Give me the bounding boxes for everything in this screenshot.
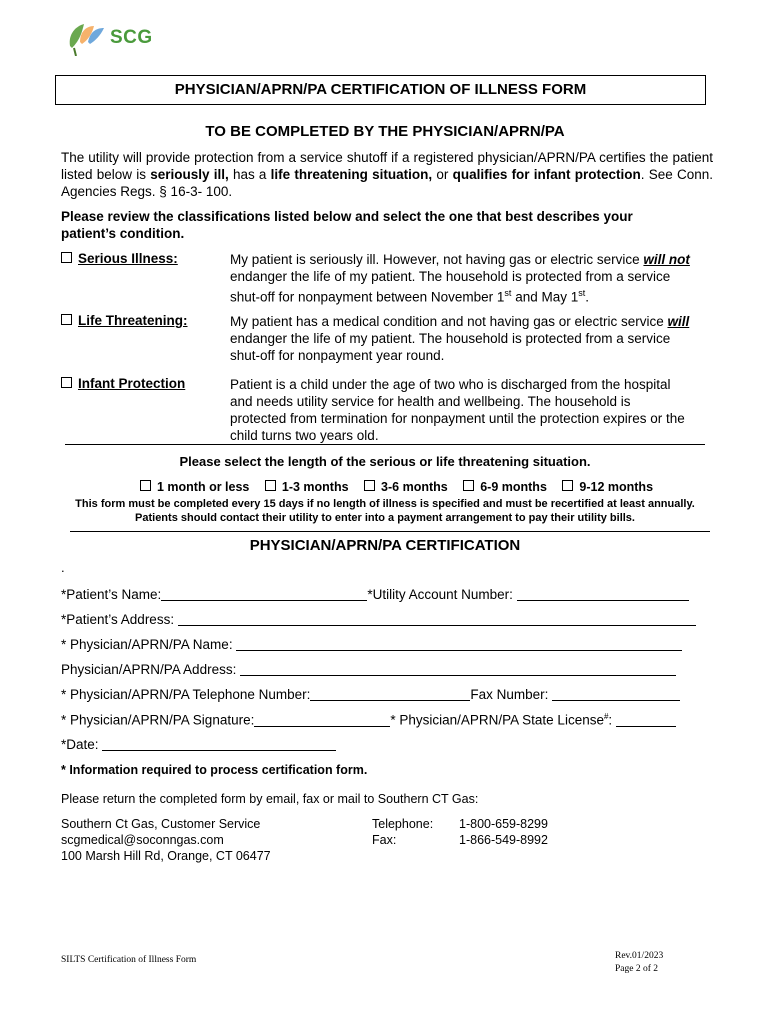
physician-address-label: Physician/APRN/PA Address: [61, 662, 237, 677]
checkbox[interactable] [265, 480, 276, 491]
date-row [61, 737, 336, 752]
telephone-number: 1-800-659-8299 [459, 817, 548, 831]
length-note-2: Patients should contact their utility to enter into a payment arrangement to pay their utility bills. [135, 512, 635, 524]
option-description [230, 313, 690, 364]
physician-phone-row [61, 687, 680, 702]
account-number-input[interactable] [517, 588, 689, 601]
fax-input[interactable] [552, 688, 680, 701]
license-colon: : [608, 712, 613, 728]
signature-input[interactable] [254, 714, 390, 727]
option-description: Patient is a child under the age of two who is discharged from the hospital and needs utility service for health and wellbeing. The household is protected from termination for nonpayment until the protection expires or the child turns two years old. [230, 377, 685, 443]
checkbox[interactable] [61, 377, 72, 388]
checkbox[interactable] [364, 480, 375, 491]
desc-text: endanger the life of my patient. The household is protected from a service shut-off for nonpayment year round. [230, 331, 671, 363]
physician-name-input[interactable] [236, 638, 682, 651]
patient-name-input[interactable] [161, 588, 367, 601]
intro-text: has a [228, 167, 271, 182]
length-choice[interactable] [463, 480, 547, 494]
footer-revision [615, 950, 663, 976]
leaf-logo-icon [66, 20, 110, 56]
checkbox[interactable] [61, 252, 72, 263]
intro-text: The utility will provide protection from a service shutoff if a registered physician/APRN/PA certifies the patient listed below is [61, 150, 713, 182]
length-choice[interactable] [364, 480, 448, 494]
instruction-text: Please review the classifications listed below and select the one that best describes your patient’s condition. [61, 209, 633, 241]
checkbox[interactable] [463, 480, 474, 491]
length-choice[interactable] [140, 480, 249, 494]
desc-text: . [585, 289, 590, 305]
form-title: PHYSICIAN/APRN/PA CERTIFICATION OF ILLNESS FORM [55, 75, 706, 105]
physician-address-row [61, 662, 676, 677]
physician-phone-label: * Physician/APRN/PA Telephone Number: [61, 687, 311, 702]
dot: . [61, 560, 65, 575]
revision-text: Rev.01/2023 [615, 951, 664, 961]
license-superscript: # [603, 712, 609, 721]
option-label: Infant Protection [78, 376, 186, 391]
return-instructions: Please return the completed form by email, fax or mail to Southern CT Gas: [61, 792, 479, 806]
patient-address-input[interactable] [178, 613, 696, 626]
intro-paragraph [61, 149, 713, 200]
option-serious-illness[interactable] [61, 251, 178, 266]
patient-address-label: *Patient’s Address: [61, 612, 175, 627]
checkbox[interactable] [562, 480, 573, 491]
superscript: st [504, 288, 512, 298]
length-question: Please select the length of the serious or life threatening situation. [179, 454, 591, 469]
desc-text: My patient has a medical condition and not having gas or electric service [230, 314, 668, 329]
option-infant-protection[interactable] [61, 376, 185, 391]
superscript: st [578, 288, 586, 298]
desc-text: My patient is seriously ill. However, not having gas or electric service [230, 252, 644, 267]
physician-name-label: * Physician/APRN/PA Name: [61, 637, 233, 652]
license-input[interactable] [616, 714, 676, 727]
contact-values [459, 816, 548, 848]
form-subtitle: TO BE COMPLETED BY THE PHYSICIAN/APRN/PA [205, 123, 565, 140]
intro-text: or [432, 167, 453, 182]
length-choices [140, 480, 653, 494]
checkbox[interactable] [61, 314, 72, 325]
fax-label: Fax: [372, 833, 397, 847]
patient-address-row [61, 612, 696, 627]
intro-text: . See Conn. Agencies Regs. § 16-3- 100. [61, 167, 713, 199]
logo-text: SCG [110, 27, 153, 48]
choice-label: 1 month or less [157, 480, 250, 494]
desc-text: and May 1 [511, 289, 579, 305]
choice-label: 9-12 months [579, 480, 654, 494]
intro-emphasis: life threatening situation, [270, 167, 433, 182]
contact-labels [372, 816, 433, 848]
certification-heading: PHYSICIAN/APRN/PA CERTIFICATION [249, 537, 521, 554]
date-label: *Date: [61, 737, 99, 752]
desc-text: endanger the life of my patient. The household is protected from a service shut-off for nonpayment between November 1 [230, 269, 671, 305]
length-note-1: This form must be completed every 15 days if no length of illness is specified and must be recertified at least annually. [75, 498, 695, 510]
email-address[interactable]: scgmedical@soconngas.com [61, 833, 224, 847]
choice-label: 3-6 months [381, 480, 448, 494]
choice-label: 1-3 months [281, 480, 349, 494]
date-input[interactable] [102, 738, 336, 751]
option-description [230, 251, 690, 306]
desc-emphasis: will [667, 314, 690, 329]
option-label: Life Threatening: [78, 313, 188, 328]
org-name: Southern Ct Gas, Customer Service [61, 817, 261, 831]
license-label: * Physician/APRN/PA State License [390, 712, 604, 728]
length-choice[interactable] [265, 480, 349, 494]
signature-label: * Physician/APRN/PA Signature: [61, 712, 255, 728]
choice-label: 6-9 months [480, 480, 547, 494]
physician-phone-input[interactable] [310, 688, 470, 701]
patient-name-row [61, 587, 689, 602]
fax-number: 1-866-549-8992 [459, 833, 548, 847]
mail-address: 100 Marsh Hill Rd, Orange, CT 06477 [61, 849, 271, 863]
page-number: Page 2 of 2 [615, 964, 659, 974]
fax-label: Fax Number: [470, 687, 549, 702]
physician-name-row [61, 637, 682, 652]
physician-address-input[interactable] [240, 663, 676, 676]
option-life-threatening[interactable] [61, 313, 188, 328]
divider [65, 444, 705, 445]
patient-name-label: *Patient’s Name: [61, 587, 162, 602]
intro-emphasis: seriously ill, [150, 167, 229, 182]
account-number-label: *Utility Account Number: [367, 587, 513, 602]
divider [70, 531, 710, 532]
checkbox[interactable] [140, 480, 151, 491]
telephone-label: Telephone: [372, 817, 434, 831]
return-address-block [61, 816, 271, 864]
intro-emphasis: qualifies for infant protection [452, 167, 641, 182]
length-choice[interactable] [562, 480, 653, 494]
signature-row [61, 712, 676, 728]
footer-form-name: SILTS Certification of Illness Form [61, 955, 197, 965]
required-note: * Information required to process certification form. [61, 763, 368, 777]
option-label: Serious Illness: [78, 251, 178, 266]
desc-emphasis: will not [643, 252, 690, 267]
